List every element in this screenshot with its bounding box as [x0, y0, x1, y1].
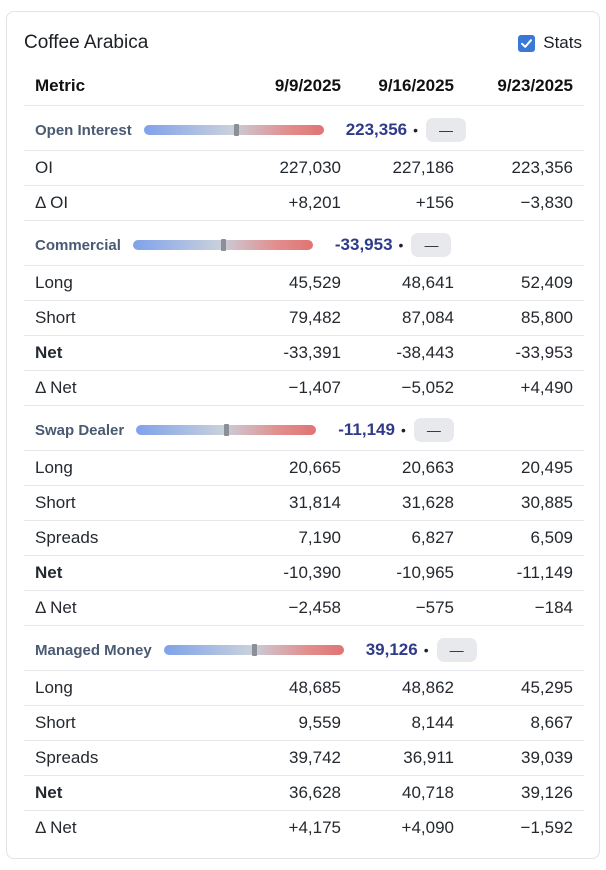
value-cell: 48,641 [352, 266, 465, 301]
table-row [24, 811, 584, 846]
row-label: Δ Net [24, 591, 239, 626]
value-cell: 31,628 [352, 486, 465, 521]
gauge-marker [221, 239, 226, 251]
value-cell: 45,529 [239, 266, 352, 301]
gauge-marker [234, 124, 239, 136]
section-dot: • [413, 122, 419, 138]
value-cell: +8,201 [239, 186, 352, 221]
value-cell: 36,911 [352, 741, 465, 776]
table-row [24, 521, 584, 556]
value-cell: −5,052 [352, 371, 465, 406]
value-cell: 223,356 [465, 151, 584, 186]
collapse-button[interactable]: — [411, 233, 451, 257]
value-cell: 20,665 [239, 451, 352, 486]
value-cell: −2,458 [239, 591, 352, 626]
value-cell: -33,391 [239, 336, 352, 371]
value-cell: 9,559 [239, 706, 352, 741]
section-header-swap-dealer [24, 406, 584, 451]
cot-card [6, 11, 600, 859]
section-label: Swap Dealer [35, 421, 125, 439]
value-cell: 39,742 [239, 741, 352, 776]
table-row [24, 591, 584, 626]
table-body [24, 106, 584, 846]
table-row [24, 301, 584, 336]
value-cell: +4,090 [352, 811, 465, 846]
row-label: Short [24, 486, 239, 521]
value-cell: +156 [352, 186, 465, 221]
section-dot: • [400, 422, 406, 438]
value-cell: 30,885 [465, 486, 584, 521]
collapse-button[interactable]: — [437, 638, 477, 662]
table-row [24, 336, 584, 371]
section-gauge [136, 425, 316, 435]
row-label: Long [24, 671, 239, 706]
section-value: 39,126 [365, 640, 418, 659]
gauge-marker [224, 424, 229, 436]
table-row [24, 266, 584, 301]
row-label: Spreads [24, 741, 239, 776]
stats-label: Stats [543, 33, 582, 52]
card-title: Coffee Arabica [24, 32, 149, 53]
table-row [24, 706, 584, 741]
cot-table [24, 67, 584, 845]
value-cell: 85,800 [465, 301, 584, 336]
value-cell: 227,186 [352, 151, 465, 186]
table-row [24, 486, 584, 521]
stats-checkbox[interactable] [518, 35, 535, 52]
section-header-open-interest [24, 106, 584, 151]
card-header [7, 12, 599, 74]
section-dot: • [398, 237, 404, 253]
section-dot: • [423, 642, 429, 658]
row-label: Short [24, 706, 239, 741]
column-header-date: 9/9/2025 [274, 76, 341, 95]
value-cell: −3,830 [465, 186, 584, 221]
column-header-metric: Metric [35, 76, 86, 95]
row-label: Δ OI [24, 186, 239, 221]
value-cell: −575 [352, 591, 465, 626]
stats-toggle[interactable] [518, 33, 582, 53]
row-label: OI [24, 151, 239, 186]
value-cell: -10,965 [352, 556, 465, 591]
value-cell: -38,443 [352, 336, 465, 371]
value-cell: −184 [465, 591, 584, 626]
row-label: Net [24, 336, 239, 371]
table-row [24, 741, 584, 776]
section-header-cell [24, 106, 584, 151]
table-row [24, 776, 584, 811]
value-cell: 20,495 [465, 451, 584, 486]
value-cell: 52,409 [465, 266, 584, 301]
section-header-content [24, 106, 584, 150]
value-cell: 39,039 [465, 741, 584, 776]
table-row [24, 451, 584, 486]
section-header-content [24, 406, 584, 450]
value-cell: 20,663 [352, 451, 465, 486]
value-cell: 31,814 [239, 486, 352, 521]
value-cell: 36,628 [239, 776, 352, 811]
section-header-commercial [24, 221, 584, 266]
column-header-date: 9/23/2025 [497, 76, 573, 95]
section-value: -33,953 [334, 235, 393, 254]
value-cell: -10,390 [239, 556, 352, 591]
section-header-cell [24, 406, 584, 451]
row-label: Net [24, 776, 239, 811]
row-label: Short [24, 301, 239, 336]
section-header-managed-money [24, 626, 584, 671]
value-cell: 48,685 [239, 671, 352, 706]
section-gauge [164, 645, 344, 655]
table-row [24, 556, 584, 591]
section-value: -11,149 [338, 420, 395, 439]
section-header-cell [24, 626, 584, 671]
value-cell: −1,407 [239, 371, 352, 406]
section-label: Commercial [35, 236, 121, 254]
section-value: 223,356 [345, 120, 408, 139]
value-cell: 39,126 [465, 776, 584, 811]
section-header-content [24, 626, 584, 670]
value-cell: 8,144 [352, 706, 465, 741]
section-header-cell [24, 221, 584, 266]
value-cell: -11,149 [465, 556, 584, 591]
value-cell: 227,030 [239, 151, 352, 186]
value-cell: −1,592 [465, 811, 584, 846]
value-cell: 79,482 [239, 301, 352, 336]
table-row [24, 186, 584, 221]
table-row [24, 151, 584, 186]
row-label: Spreads [24, 521, 239, 556]
row-label: Δ Net [24, 371, 239, 406]
value-cell: +4,175 [239, 811, 352, 846]
collapse-button[interactable]: — [414, 418, 454, 442]
value-cell: 7,190 [239, 521, 352, 556]
section-label: Managed Money [35, 641, 152, 659]
table-row [24, 371, 584, 406]
value-cell: 6,509 [465, 521, 584, 556]
value-cell: +4,490 [465, 371, 584, 406]
section-header-content [24, 221, 584, 265]
value-cell: 45,295 [465, 671, 584, 706]
value-cell: 48,862 [352, 671, 465, 706]
section-label: Open Interest [35, 121, 132, 139]
column-header-date: 9/16/2025 [378, 76, 454, 95]
row-label: Net [24, 556, 239, 591]
row-label: Long [24, 266, 239, 301]
value-cell: 6,827 [352, 521, 465, 556]
value-cell: -33,953 [465, 336, 584, 371]
checkmark-icon [520, 37, 533, 50]
value-cell: 87,084 [352, 301, 465, 336]
value-cell: 40,718 [352, 776, 465, 811]
section-gauge [144, 125, 324, 135]
row-label: Long [24, 451, 239, 486]
table-header-row [24, 67, 584, 106]
section-gauge [133, 240, 313, 250]
table-row [24, 671, 584, 706]
value-cell: 8,667 [465, 706, 584, 741]
gauge-marker [252, 644, 257, 656]
collapse-button[interactable]: — [426, 118, 466, 142]
row-label: Δ Net [24, 811, 239, 846]
